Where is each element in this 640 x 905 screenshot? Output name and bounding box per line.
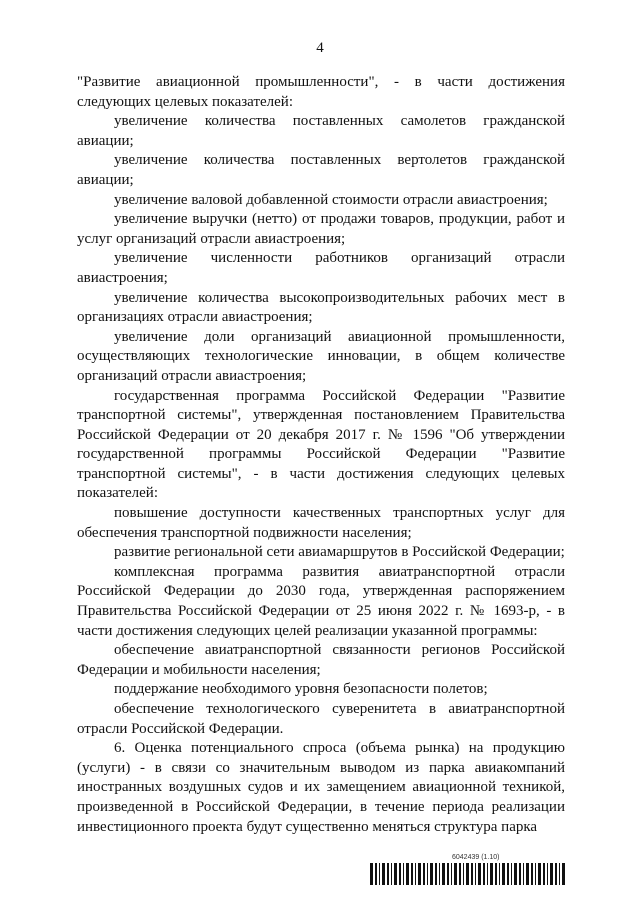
document-code: 6042439 (1.10) — [452, 854, 500, 861]
paragraph: увеличение доли организаций авиационной промышленности, осуществляющих технологические инновации, в общем количестве организаций отрасли авиастроения; — [77, 328, 565, 384]
paragraph: обеспечение авиатранспортной связанности регионов Российской Федерации и мобильности населения; — [77, 642, 565, 678]
paragraph: обеспечение технологического суверенитета в авиатранспортной отрасли Российской Федерации. — [77, 701, 565, 737]
paragraph: "Развитие авиационной промышленности", - в части достижения следующих целевых показателей: — [77, 74, 565, 110]
document-body — [77, 73, 565, 837]
paragraph: увеличение количества поставленных вертолетов гражданской авиации; — [77, 152, 565, 188]
paragraph: повышение доступности качественных транспортных услуг для обеспечения транспортной подвижности населения; — [77, 505, 565, 541]
paragraph: увеличение валовой добавленной стоимости отрасли авиастроения; — [114, 191, 548, 208]
paragraph: государственная программа Российской Федерации "Развитие транспортной системы", утвержденная постановлением Правительства Российской Федерации от 20 декабря 2017 г. № 1596 "Об утверждении государственной программы Российской Федерации "Развитие транспортной системы", - в части достижения следующих целевых показателей: — [77, 387, 565, 502]
page-number: 4 — [316, 40, 324, 56]
paragraph: 6. Оценка потенциального спроса (объема рынка) на продукцию (услуги) - в связи со значительным выводом из парка авиакомпаний иностранных воздушных судов и их замещением авиационной техникой, произведенной в Российской Федерации, в течение периода реализации инвестиционного проекта будут существенно меняться структура парка — [77, 740, 565, 835]
paragraph: комплексная программа развития авиатранспортной отрасли Российской Федерации до 2030 года, утвержденная распоряжением Правительства Российской Федерации от 25 июня 2022 г. № 1693-р, - в части достижения следующих целей реализации указанной программы: — [77, 563, 565, 639]
paragraph: увеличение численности работников организаций отрасли авиастроения; — [77, 250, 565, 286]
paragraph: поддержание необходимого уровня безопасности полетов; — [114, 681, 488, 698]
paragraph: увеличение количества высокопроизводительных рабочих мест в организациях отрасли авиастроения; — [77, 289, 565, 326]
paragraph: увеличение количества поставленных самолетов гражданской авиации; — [77, 113, 565, 149]
paragraph: увеличение выручки (нетто) от продажи товаров, продукции, работ и услуг организаций отрасли авиастроения; — [77, 211, 565, 247]
barcode-icon — [370, 863, 566, 885]
paragraph: развитие региональной сети авиамаршрутов в Российской Федерации; — [114, 544, 565, 561]
